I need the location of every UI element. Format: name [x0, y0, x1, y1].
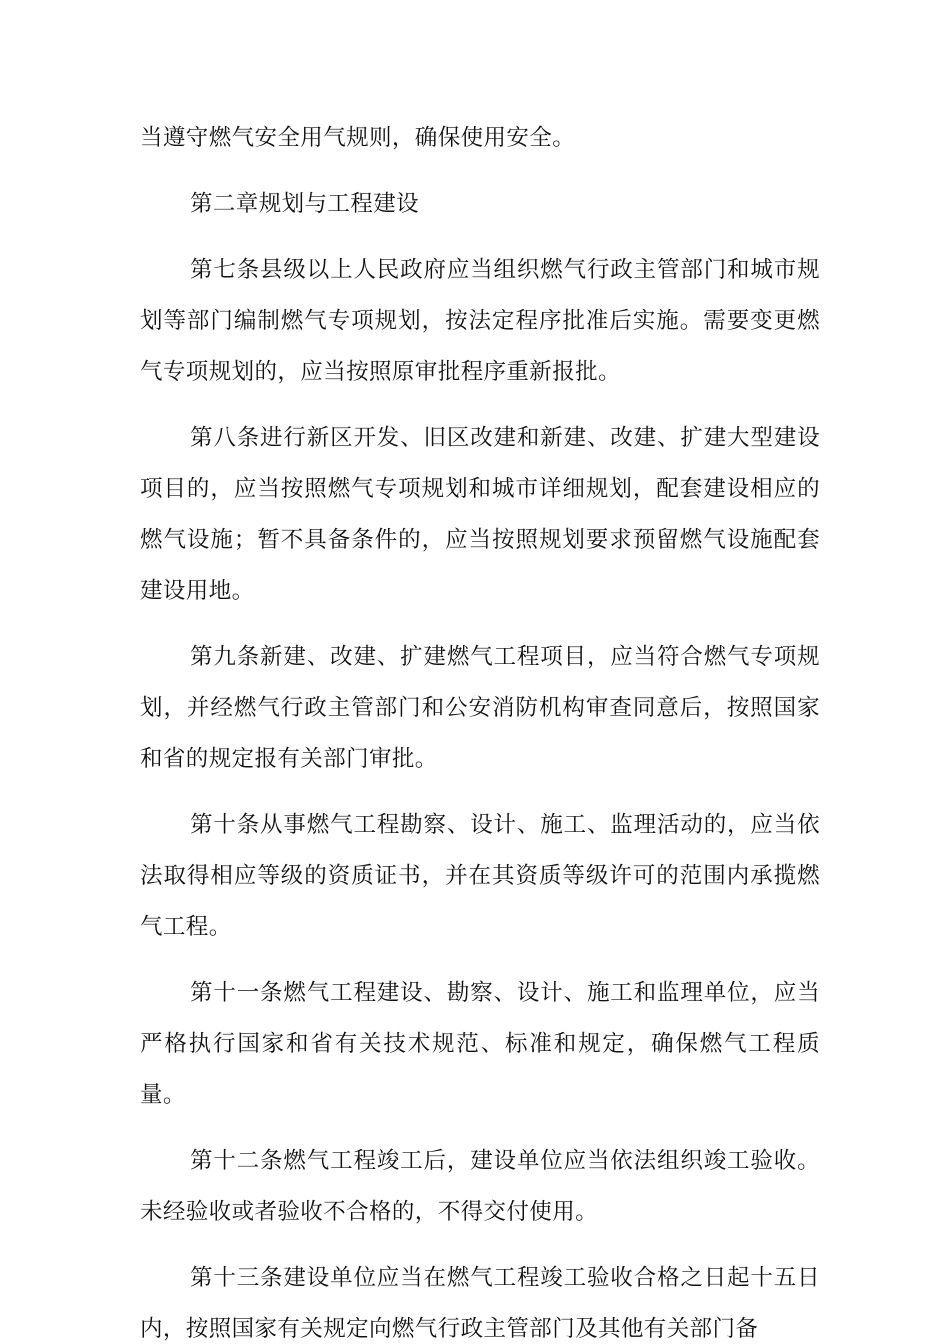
paragraph-continuation: 当遵守燃气安全用气规则，确保使用安全。 [140, 125, 576, 151]
article-9: 第九条新建、改建、扩建燃气工程项目，应当符合燃气专项规划，并经燃气行政主管部门和公安消防机构审查同意后，按照国家和省的规定报有关部门审批。 [140, 644, 820, 772]
document-body [140, 113, 820, 1344]
article-12: 第十二条燃气工程竣工后，建设单位应当依法组织竣工验收。未经验收或者验收不合格的，不得交付使用。 [140, 1148, 820, 1225]
article-8: 第八条进行新区开发、旧区改建和新建、改建、扩建大型建设项目的，应当按照燃气专项规划和城市详细规划，配套建设相应的燃气设施；暂不具备条件的，应当按照规划要求预留燃气设施配套建设用地。 [140, 425, 820, 604]
article-11: 第十一条燃气工程建设、勘察、设计、施工和监理单位，应当严格执行国家和省有关技术规范、标准和规定，确保燃气工程质量。 [140, 980, 820, 1108]
article-10: 第十条从事燃气工程勘察、设计、施工、监理活动的，应当依法取得相应等级的资质证书，并在其资质等级许可的范围内承揽燃气工程。 [140, 812, 820, 940]
chapter-heading: 第二章规划与工程建设 [190, 191, 420, 217]
article-13: 第十三条建设单位应当在燃气工程竣工验收合格之日起十五日内，按照国家有关规定向燃气行政主管部门及其他有关部门备 [140, 1265, 820, 1342]
article-7: 第七条县级以上人民政府应当组织燃气行政主管部门和城市规划等部门编制燃气专项规划，按法定程序批准后实施。需要变更燃气专项规划的，应当按照原审批程序重新报批。 [140, 257, 820, 385]
